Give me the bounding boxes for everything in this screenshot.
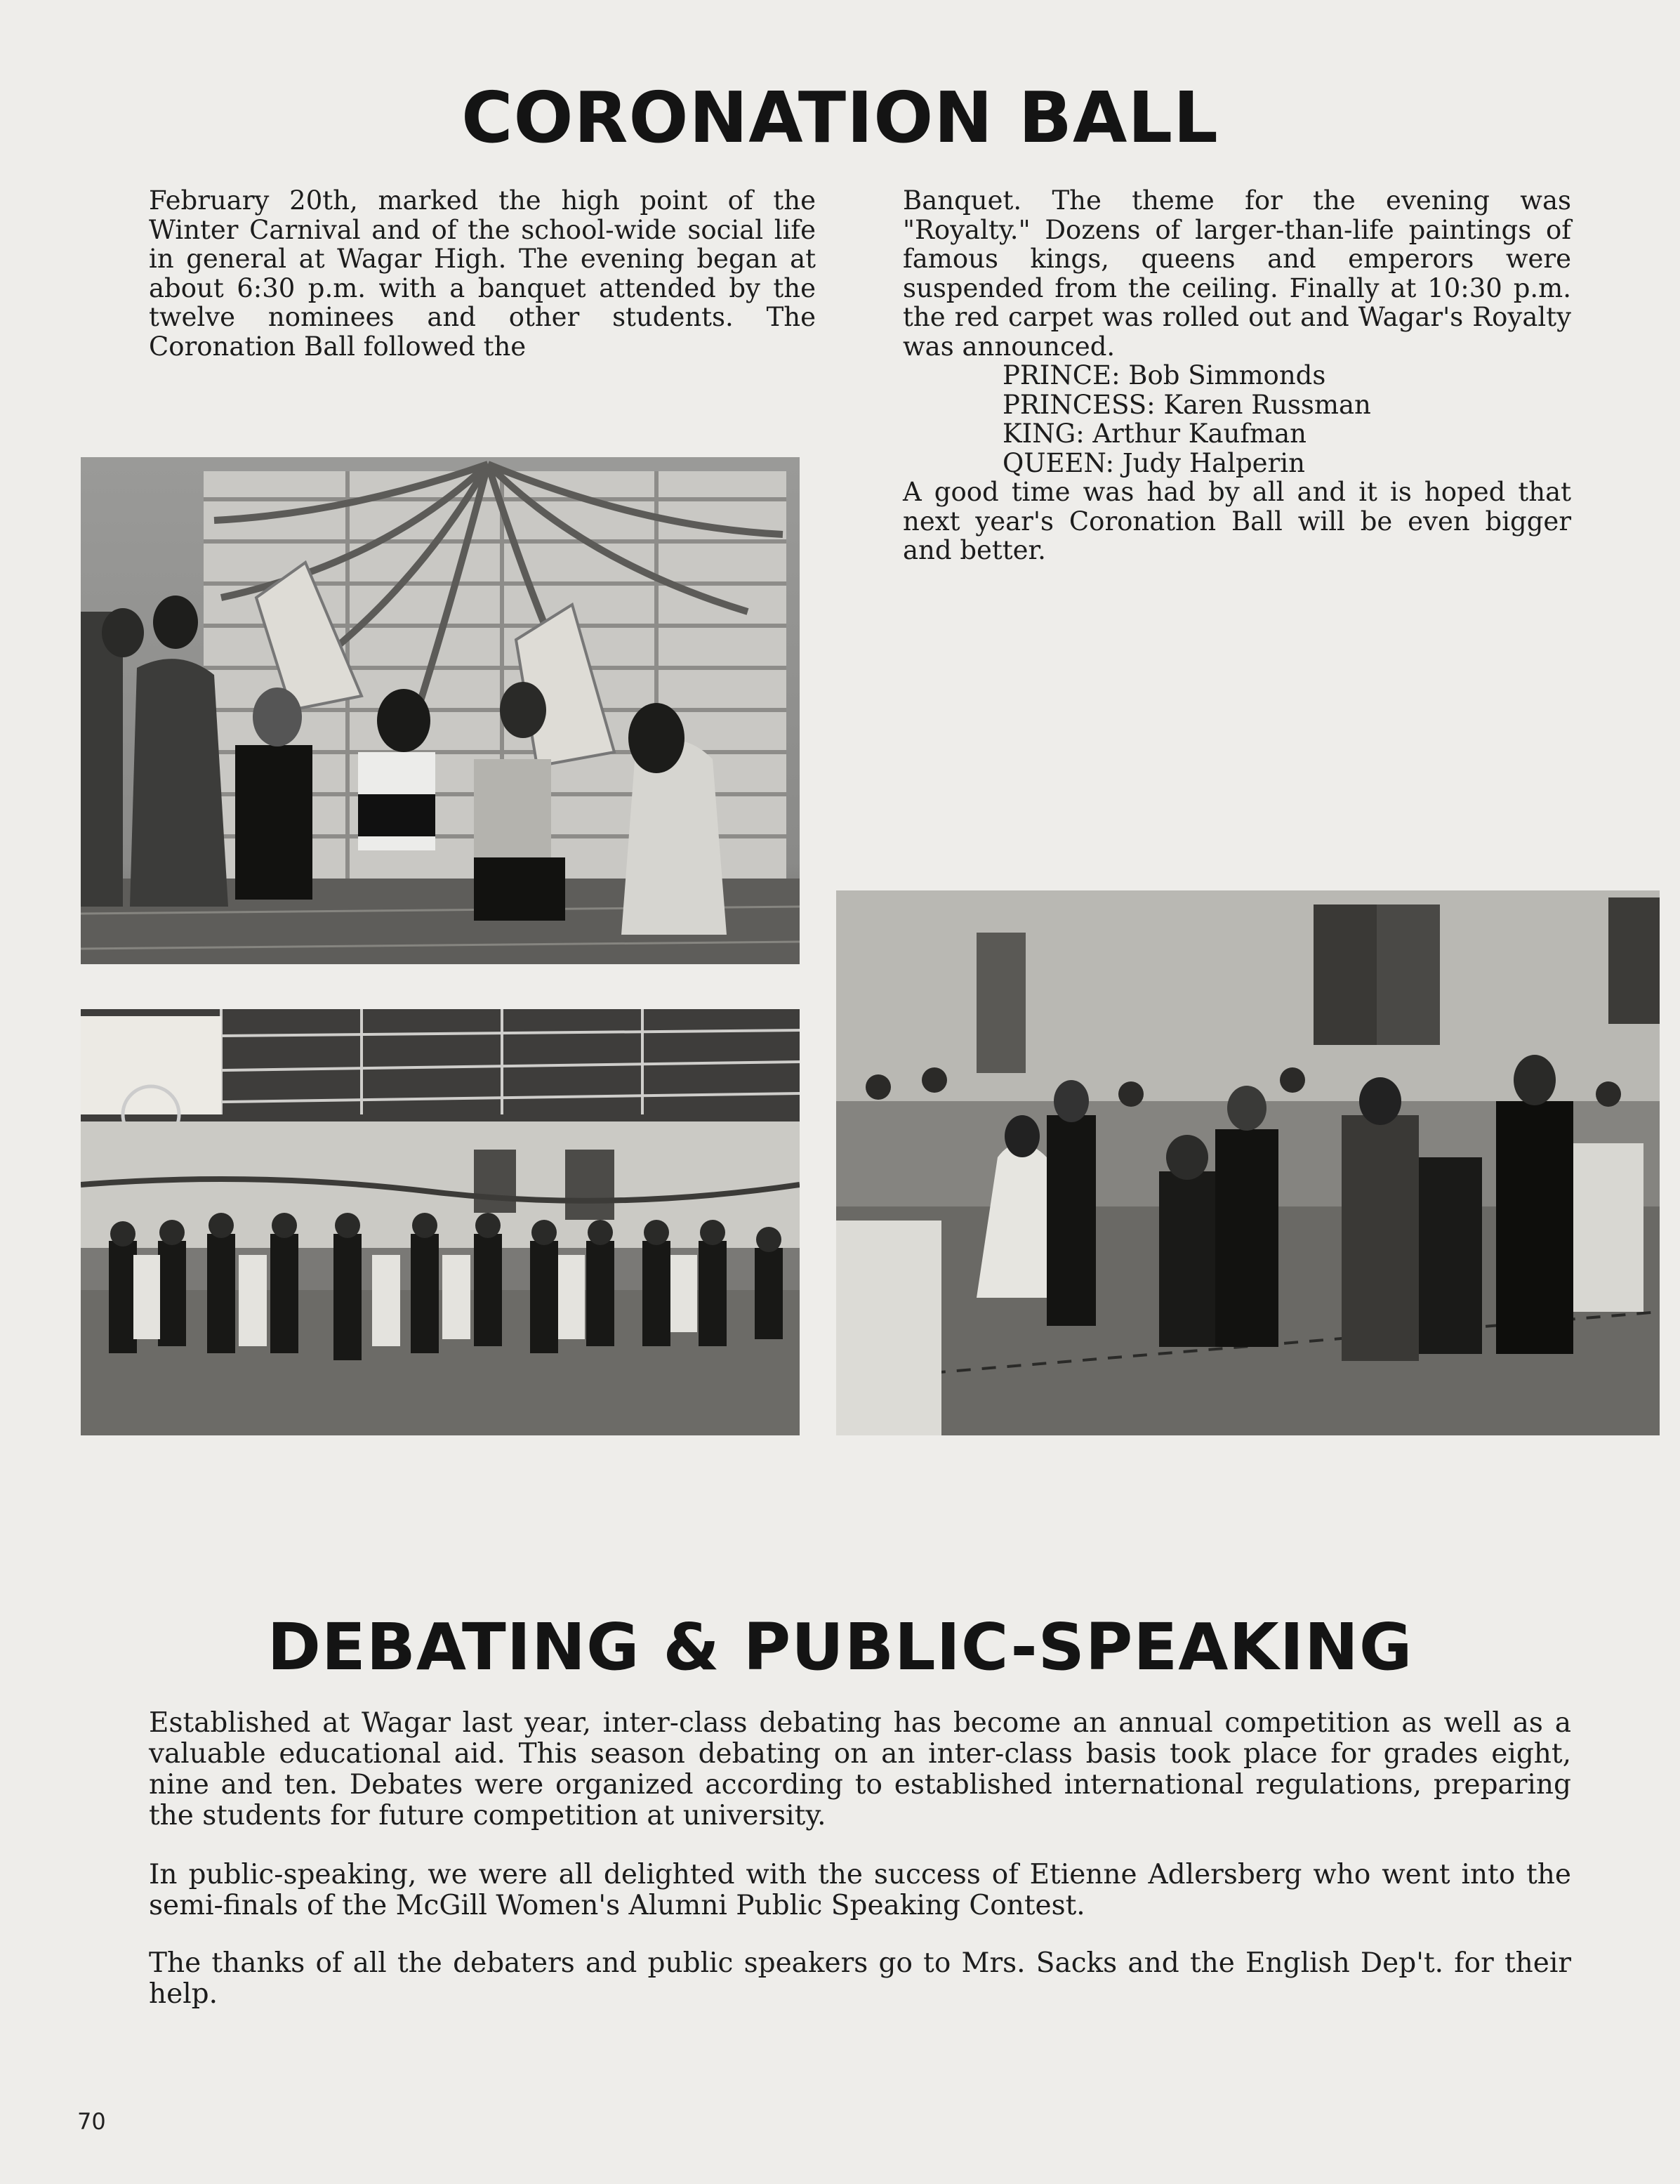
photo-royalty-thrones — [81, 457, 800, 964]
debating-paragraph-3: The thanks of all the debaters and public speakers go to Mrs. Sacks and the English Dep't. for their help. — [149, 1947, 1571, 2010]
photo-gym-dancers — [81, 1009, 800, 1435]
royalty-prince: PRINCE: Bob Simmonds — [1003, 360, 1326, 390]
coronation-closing: A good time was had by all and it is hoped that next year's Coronation Ball will be even bigger and better. — [903, 477, 1571, 565]
coronation-text-right-intro: Banquet. The theme for the evening was "Royalty." Dozens of larger-than-life paintings of famous kings, queens and emperors were suspended from the ceiling. Finally at 10:30 p.m. the red carpet was rolled out and Wagar's Royalty was announced. — [903, 185, 1571, 362]
section-title-debating: DEBATING & PUBLIC-SPEAKING — [267, 1610, 1413, 1685]
coronation-text-left: February 20th, marked the high point of the Winter Carnival and of the school-wide social life in general at Wagar High. The evening began at about 6:30 p.m. with a banquet attended by the twelve nominees and other students. The Coronation Ball followed the — [149, 185, 816, 362]
royalty-queen: QUEEN: Judy Halperin — [1003, 447, 1305, 478]
royalty-king: KING: Arthur Kaufman — [1003, 419, 1307, 449]
page-title: CORONATION BALL — [461, 77, 1219, 159]
royalty-list — [903, 361, 1571, 478]
photo-couples-dancing — [836, 890, 1660, 1435]
coronation-text-right — [903, 186, 1571, 565]
page-number: 70 — [77, 2108, 106, 2135]
debating-paragraph-1: Established at Wagar last year, inter-class debating has become an annual competition as well as a valuable educational aid. This season debating on an inter-class basis took place for grades eight, nine and ten. Debates were organized according to established international regulations, preparing the students for future competition at university. — [149, 1707, 1571, 1831]
debating-paragraph-2: In public-speaking, we were all delighted with the success of Etienne Adlersberg who went into the semi-finals of the McGill Women's Alumni Public Speaking Contest. — [149, 1859, 1571, 1921]
royalty-princess: PRINCESS: Karen Russman — [1003, 389, 1371, 420]
